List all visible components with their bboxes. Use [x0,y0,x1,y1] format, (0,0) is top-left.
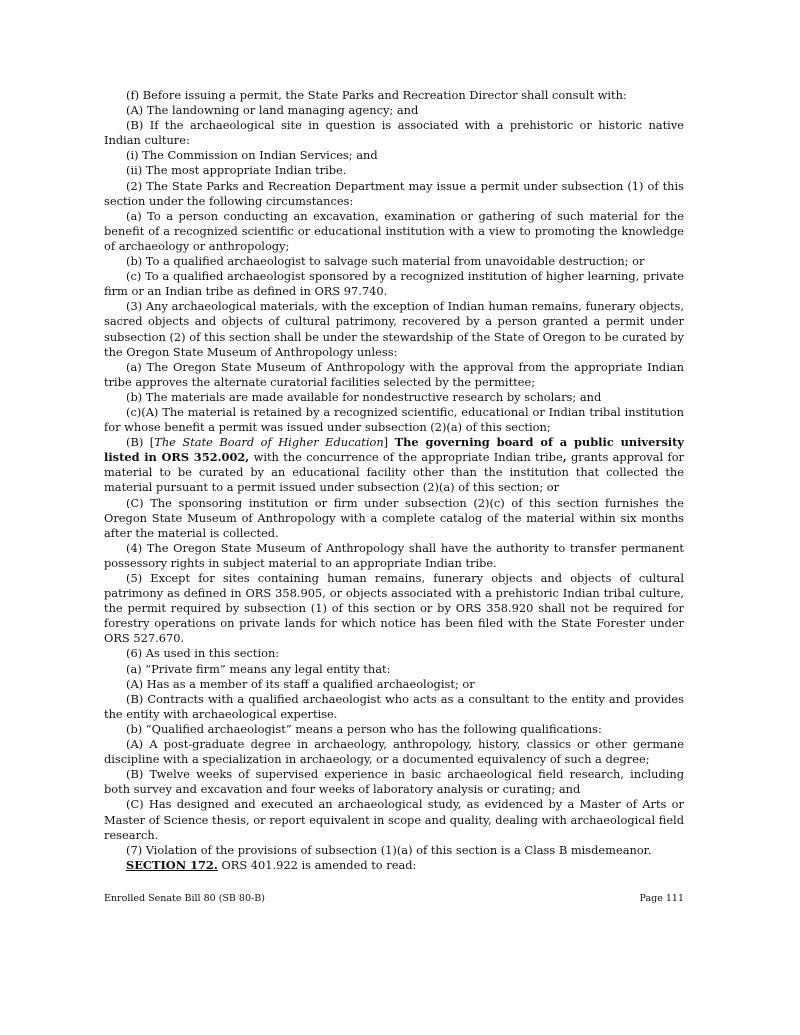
section-label: SECTION 172. [126,857,218,872]
paragraph: (i) The Commission on Indian Services; and [126,148,378,163]
page-footer [104,893,684,904]
paragraph: (a) To a person conducting an excavation, examination or gathering of such material for the benefit of a recognized scientific or educational institution with a view to promoting the knowledge of archaeology or anthropology; [104,208,684,253]
document-body [104,88,684,873]
paragraph: (c) To a qualified archaeologist sponsored by a recognized institution of higher learning, private firm or an Indian tribe as defined in ORS 97.740. [104,269,684,299]
section-text: ORS 401.922 is amended to read: [217,857,417,872]
paragraph: (b) To a qualified archaeologist to salvage such material from unavoidable destruction; or [126,254,645,269]
inserted-text: The governing board of a public university listed in ORS 352.002, [104,435,684,465]
footer-bill-name: Enrolled Senate Bill 80 (SB 80-B) [104,893,265,904]
text: with the concurrence of the appropriate Indian tribe [249,450,563,465]
paragraph: (C) Has designed and executed an archaeological study, as evidenced by a Master of Arts or Master of Science thesis, or report equivalent in scope and quality, dealing with archaeological field research. [104,797,684,842]
text: ] [383,435,395,450]
paragraph: (5) Except for sites containing human remains, funerary objects and objects of cultural patrimony as defined in ORS 358.905, or objects associated with a prehistoric Indian tribal culture, the permit required by subsection (1) of this section or by ORS 358.920 shall not be required for forestry operations on private lands for which notice has been filed with the State Forester under ORS 527.670. [104,571,684,646]
paragraph: (2) The State Parks and Recreation Department may issue a permit under subsection (1) of this section under the following circumstances: [104,178,684,208]
paragraph: (A) Has as a member of its staff a qualified archaeologist; or [126,676,475,691]
paragraph: (ii) The most appropriate Indian tribe. [126,163,347,178]
paragraph: (7) Violation of the provisions of subsection (1)(a) of this section is a Class B misdemeanor. [126,842,652,857]
deleted-text: The State Board of Higher Education [154,435,384,450]
paragraph: (b) “Qualified archaeologist” means a person who has the following qualifications: [126,721,602,736]
paragraph: (b) The materials are made available for nondestructive research by scholars; and [126,389,602,404]
paragraph: (3) Any archaeological materials, with the exception of Indian human remains, funerary objects, sacred objects and objects of cultural patrimony, recovered by a person granted a permit under subsection (2) of this section shall be under the stewardship of the State of Oregon to be curated by the Oregon State Museum of Anthropology unless: [104,299,684,359]
paragraph: (B) Twelve weeks of supervised experience in basic archaeological field research, including both survey and excavation and four weeks of laboratory analysis or curating; and [104,767,684,797]
text: (B) [ [126,435,155,450]
paragraph: (a) “Private firm” means any legal entity that: [126,661,391,676]
paragraph: (4) The Oregon State Museum of Anthropology shall have the authority to transfer permanent possessory rights in subject material to an appropriate Indian tribe. [104,540,684,570]
paragraph: (A) A post-graduate degree in archaeology, anthropology, history, classics or other germane discipline with a specialization in archaeology, or a documented equivalency of such a degree; [104,737,684,767]
inserted-text: , [562,450,567,465]
footer-page-number: Page 111 [639,893,684,904]
paragraph: (6) As used in this section: [126,646,280,661]
paragraph: (A) The landowning or land managing agency; and [126,103,419,118]
text: grants approval for material to be curated by an educational facility other than the institution that collected the material pursuant to a permit issued under subsection (2)(a) of this section; or [104,450,684,495]
paragraph: (f) Before issuing a permit, the State Parks and Recreation Director shall consult with: [126,88,627,102]
paragraph: (C) The sponsoring institution or firm under subsection (2)(c) of this section furnishes the Oregon State Museum of Anthropology with a complete catalog of the material within six months after the material is collected. [104,495,684,540]
paragraph: (a) The Oregon State Museum of Anthropology with the approval from the appropriate Indian tribe approves the alternate curatorial facilities selected by the permittee; [104,359,684,389]
paragraph: (B) If the archaeological site in question is associated with a prehistoric or historic native Indian culture: [104,118,684,148]
paragraph: (c)(A) The material is retained by a recognized scientific, educational or Indian tribal institution for whose benefit a permit was issued under subsection (2)(a) of this section; [104,404,684,435]
section-heading [104,858,684,873]
paragraph: (B) Contracts with a qualified archaeologist who acts as a consultant to the entity and provides the entity with archaeological expertise. [104,691,684,721]
paragraph-amended [104,435,684,495]
